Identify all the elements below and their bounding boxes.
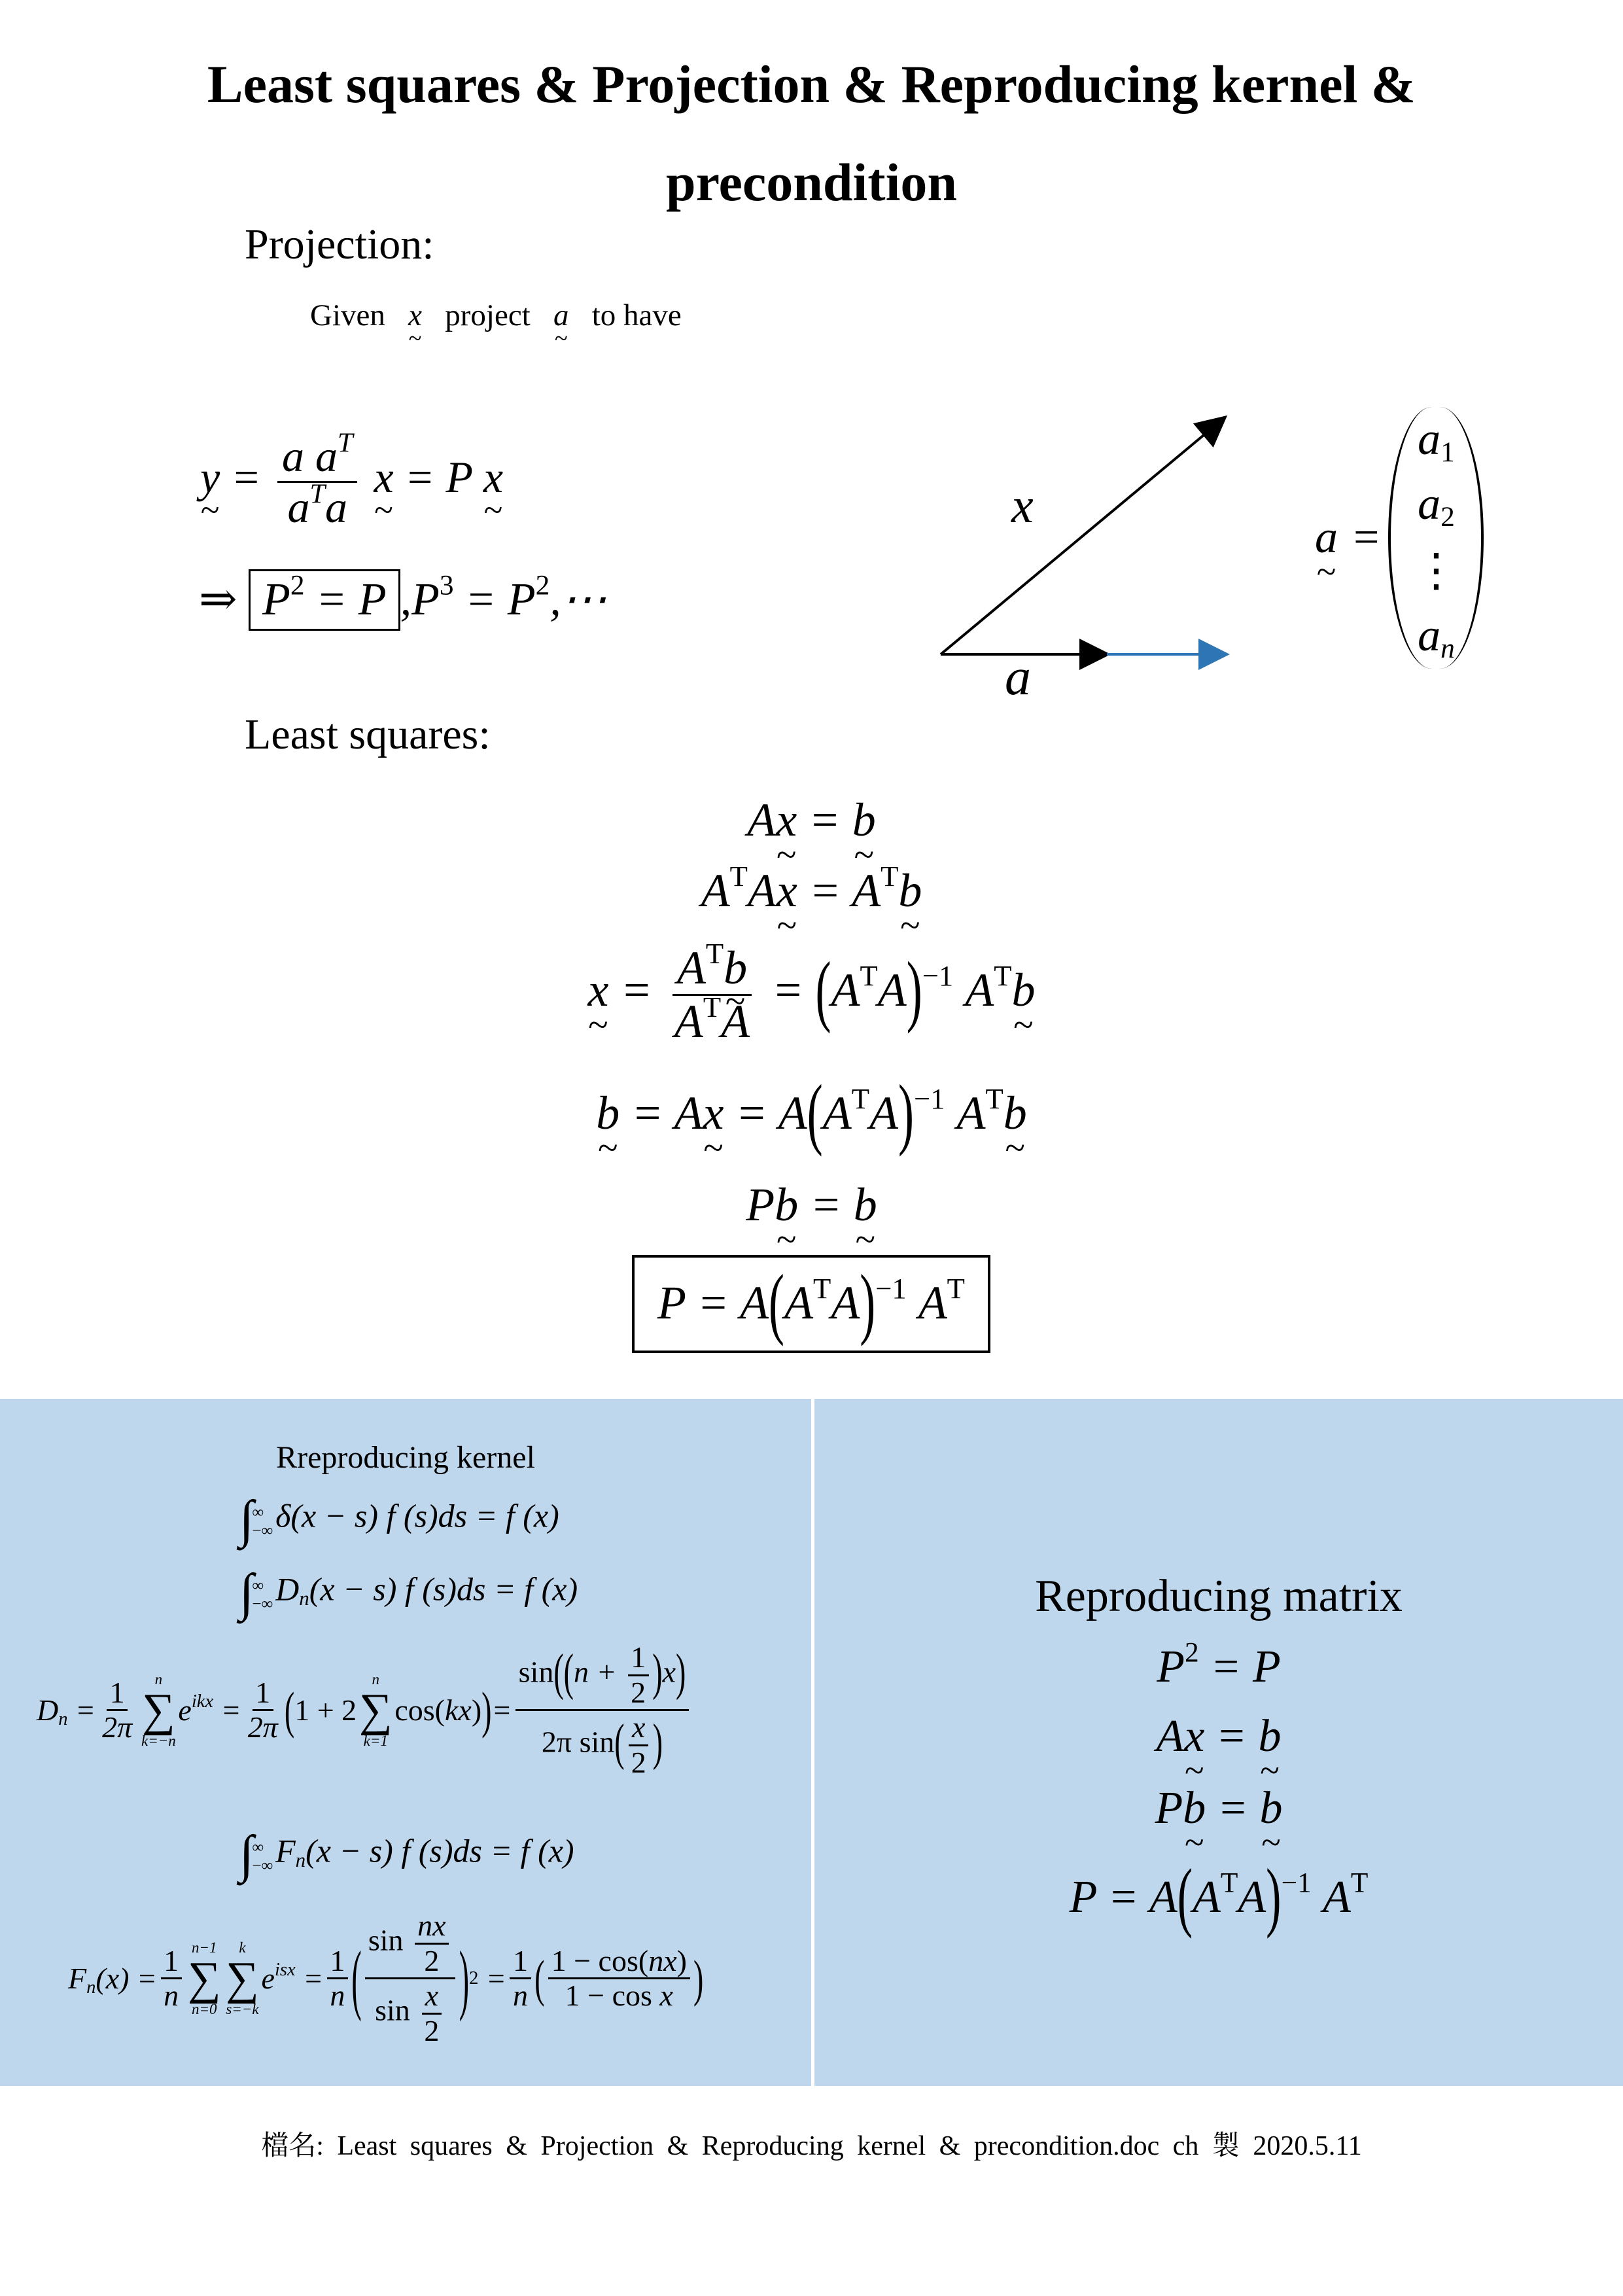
vector-a-definition: a ~ = $a_1$ $a_2$ ⋮ $a_n$: [1315, 407, 1484, 669]
reproducing-matrix-heading: Reproducing matrix: [1035, 1571, 1403, 1621]
kernel-dirichlet-integral: ∫ ∞ −∞ $D_n(x - s)$ f (s)ds = f (x): [239, 1564, 578, 1621]
projection-heading: Projection:: [245, 221, 434, 268]
rm-eq1: $P^2 = P$: [1157, 1636, 1281, 1692]
idempotent-formula: ⇒ $P^2 = P$ $,P^3$ = $P^2,\cdots$: [199, 569, 607, 631]
projection-formula: y ~ = $\frac{a a^T}{a^Ta}$ x ~ = P x ~: [200, 432, 503, 532]
rm-eq4: $P = A(A^TA)^{-1}$ $A^T$: [1069, 1854, 1369, 1940]
ls-eq1: Ax ~ = b ~: [0, 793, 1623, 847]
ls-eq3: x ~ = $\frac{A^Tb \sim}{A^TA}$ = $(A^TA)^{-1}$ $A^Tb$ ~: [0, 942, 1623, 1048]
ls-eq4: b ~ = Ax ~ = $A(A^TA)^{-1}$ $A^Tb$ ~: [0, 1086, 1623, 1140]
vector-a-entries: $a_1$ $a_2$ ⋮ $a_n$: [1388, 407, 1484, 669]
kernel-delta: ∫ ∞ −∞ δ(x − s) f (s)ds = f (x): [239, 1491, 559, 1548]
idempotent-box: $P^2 = P$: [249, 569, 400, 631]
page-title-line2: precondition: [666, 152, 957, 212]
projection-matrix-formula: $P = A(A^TA)^{-1}$ $A^T$: [657, 1258, 965, 1347]
kernel-heading: Rreproducing kernel: [276, 1440, 535, 1475]
page-title-line1: Least squares & Projection & Reproducing kernel &: [207, 54, 1416, 114]
rm-eq3: Pb ~ = b ~: [814, 1782, 1623, 1835]
rm-eq2: Ax ~ = b ~: [814, 1710, 1623, 1763]
diagram-label-x: x: [1011, 478, 1034, 533]
dirichlet-kernel: $D_n$ = $\frac{1}{2\pi}$ n ∑ k=−n $e^{ikx}$ = $\frac{1}{2\pi}$ ( 1 + 2 n ∑ k=1 cos(kx) ) = sin((n + $\frac{1}{2}$ )x) 2π sin( $\frac{x}{2}$ ): [37, 1641, 692, 1779]
footer-filename: 檔名: Least squares & Projection & Reproducing kernel & precondition.doc ch 製 2020.5.11: [261, 2131, 1362, 2161]
given-a: a ~: [553, 298, 569, 333]
diagram-label-a: a: [1005, 648, 1031, 706]
to-have-word: to have: [591, 298, 682, 332]
given-line: [310, 298, 682, 333]
vector-x-arrow: [941, 419, 1223, 654]
ls-eq2: $A^TAx$ ~ = $A^Tb$ ~: [0, 864, 1623, 918]
given-word: Given: [310, 298, 385, 332]
fejer-kernel: $F_n(x)$ = $\frac{1}{n}$ n−1 ∑ n=0 k ∑ s=−k $e^{isx}$ = $\frac{1}{n}$ ( sin $\frac{nx}{2}$ sin $\frac{x}{2}$ ) 2 = $\frac{1}{n}$ ( $\frac{1 - \cos(nx)}{\text{1 − cos x}}$ ): [68, 1909, 704, 2047]
least-squares-heading: Least squares:: [245, 711, 491, 758]
project-word: project: [445, 298, 531, 332]
projection-diagram: [929, 406, 1236, 713]
kernel-fejer-integral: ∫ ∞ −∞ $F_n(x - s)$ f (s)ds = f (x): [239, 1826, 574, 1883]
given-x: x ~: [408, 298, 422, 333]
ls-eq5: Pb ~ = b ~: [0, 1178, 1623, 1232]
